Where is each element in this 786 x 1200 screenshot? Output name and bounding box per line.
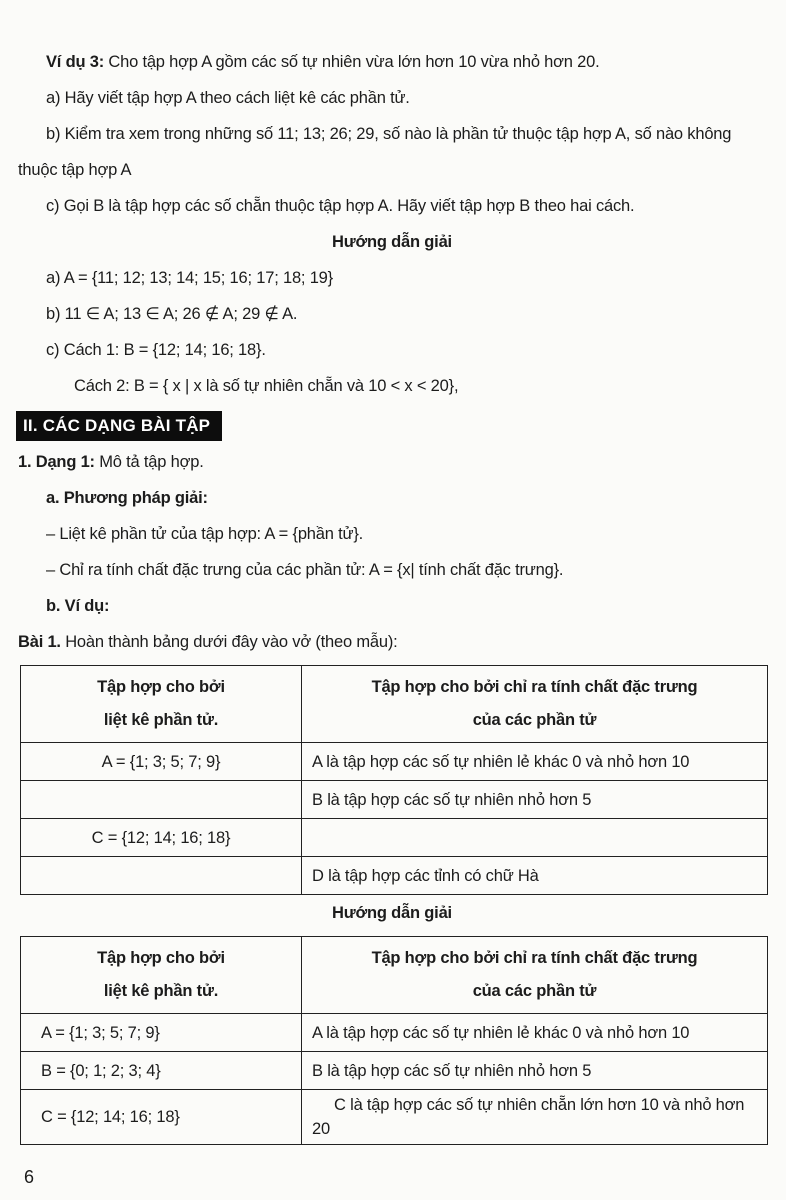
table-row (21, 781, 768, 819)
solution-cell-r3c2: C là tập hợp các số tự nhiên chẵn lớn hơn 10 và nhỏ hơn 20 (302, 1090, 768, 1145)
exercise-table-header-col2 (302, 666, 768, 743)
example3-item-b: b) Kiểm tra xem trong những số 11; 13; 26; 29, số nào là phần tử thuộc tập hợp A, số nào không thuộc tập hợp A (18, 125, 732, 179)
solution-table (20, 936, 768, 1145)
table-row (21, 1014, 768, 1052)
exercise-table-header-col2-line2: của các phần tử (472, 711, 597, 729)
solution-table-header-col1 (21, 937, 302, 1014)
exercise-table-header-col1 (21, 666, 302, 743)
section-bar-wrap (16, 411, 766, 441)
solution-table-header-col2-line1: Tập hợp cho bởi chỉ ra tính chất đặc trưng (371, 949, 698, 967)
exercise-cell-r3c2 (302, 819, 768, 857)
solution-line-b: b) 11 ∈ A; 13 ∈ A; 26 ∉ A; 29 ∉ A. (46, 305, 298, 323)
exercise-table-header-row (21, 666, 768, 743)
section-title: II. CÁC DẠNG BÀI TẬP (16, 411, 222, 441)
example3-label: Ví dụ 3: (46, 53, 104, 71)
example3-statement (18, 44, 766, 80)
solution-table-header-col2-line2: của các phần tử (472, 982, 597, 1000)
solution-cell-r3c1: C = {12; 14; 16; 18} (21, 1090, 302, 1145)
exercise-table-header-col1-line1: Tập hợp cho bởi (97, 678, 225, 696)
table-row (21, 1090, 768, 1145)
exercise-table (20, 665, 768, 895)
exercise-table-header-col1-line2: liệt kê phần tử. (103, 711, 219, 729)
dang1-label: 1. Dạng 1: (18, 453, 95, 471)
exercise-table-header-col2-line1: Tập hợp cho bởi chỉ ra tính chất đặc trưng (371, 678, 698, 696)
dang1-text: Mô tả tập hợp. (99, 453, 204, 471)
solution-table-header-row (21, 937, 768, 1014)
example3-intro-text: Cho tập hợp A gồm các số tự nhiên vừa lớn hơn 10 vừa nhỏ hơn 20. (108, 53, 600, 71)
solution-line-c1: c) Cách 1: B = {12; 14; 16; 18}. (46, 341, 266, 359)
exercise-cell-r1c1: A = {1; 3; 5; 7; 9} (21, 743, 302, 781)
solution-cell-r1c2: A là tập hợp các số tự nhiên lẻ khác 0 và nhỏ hơn 10 (302, 1014, 768, 1052)
bai1-line (18, 624, 766, 660)
solution-line-a: a) A = {11; 12; 13; 14; 15; 16; 17; 18; 19} (46, 269, 333, 287)
exercise-cell-r3c1: C = {12; 14; 16; 18} (21, 819, 302, 857)
dang1-line (18, 444, 766, 480)
method-item-1: – Liệt kê phần tử của tập hợp: A = {phần tử}. (46, 525, 364, 543)
exercise-cell-r4c2: D là tập hợp các tỉnh có chữ Hà (302, 857, 768, 895)
solution-cell-r2c2: B là tập hợp các số tự nhiên nhỏ hơn 5 (302, 1052, 768, 1090)
method-item-2: – Chỉ ra tính chất đặc trưng của các phần tử: A = {x| tính chất đặc trưng}. (46, 561, 564, 579)
solution-heading-2: Hướng dẫn giải (332, 904, 452, 922)
solution-table-header-col1-line1: Tập hợp cho bởi (97, 949, 225, 967)
page-number: 6 (24, 1167, 35, 1187)
exercise-cell-r4c1 (21, 857, 302, 895)
bai1-label: Bài 1. (18, 633, 61, 651)
bai1-text: Hoàn thành bảng dưới đây vào vở (theo mẫu): (65, 633, 398, 651)
solution-cell-r2c1: B = {0; 1; 2; 3; 4} (21, 1052, 302, 1090)
solution-table-header-col2 (302, 937, 768, 1014)
example3-item-c: c) Gọi B là tập hợp các số chẵn thuộc tập hợp A. Hãy viết tập hợp B theo hai cách. (46, 197, 635, 215)
solution-cell-r1c1: A = {1; 3; 5; 7; 9} (21, 1014, 302, 1052)
table-row (21, 743, 768, 781)
exercise-cell-r2c1 (21, 781, 302, 819)
exercise-cell-r2c2: B là tập hợp các số tự nhiên nhỏ hơn 5 (302, 781, 768, 819)
solution-table-header-col1-line2: liệt kê phần tử. (103, 982, 219, 1000)
solution-line-c2: Cách 2: B = { x | x là số tự nhiên chẵn và 10 < x < 20}, (74, 377, 459, 395)
table-row (21, 857, 768, 895)
exercise-cell-r1c2: A là tập hợp các số tự nhiên lẻ khác 0 và nhỏ hơn 10 (302, 743, 768, 781)
method-label: a. Phương pháp giải: (46, 489, 208, 507)
solution-heading-1: Hướng dẫn giải (332, 233, 452, 251)
table-row (21, 1052, 768, 1090)
example-label: b. Ví dụ: (46, 597, 110, 615)
table-row (21, 819, 768, 857)
example3-item-a: a) Hãy viết tập hợp A theo cách liệt kê các phần tử. (46, 89, 410, 107)
